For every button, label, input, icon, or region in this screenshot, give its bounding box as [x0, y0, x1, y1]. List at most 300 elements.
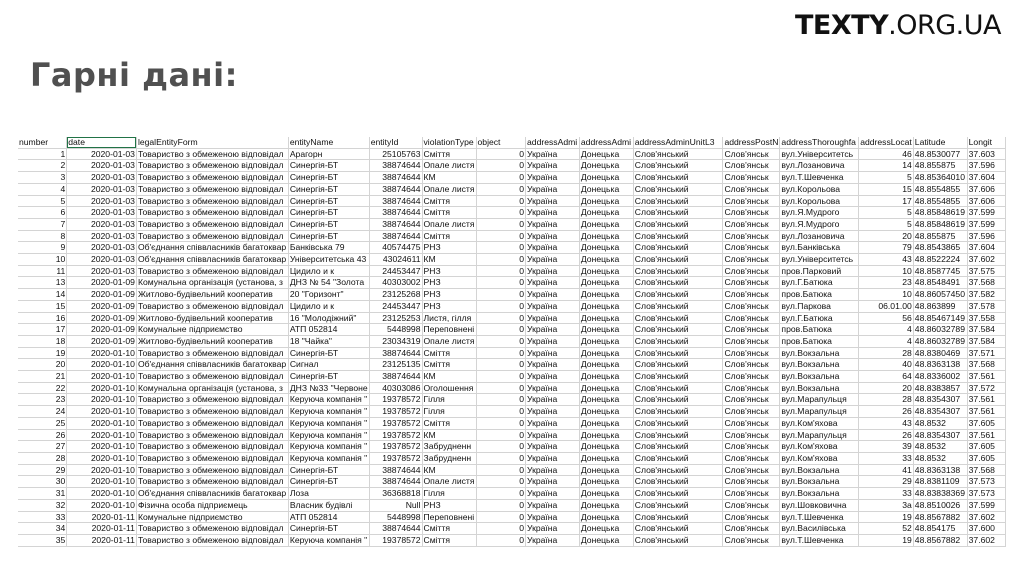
table-cell: 33	[859, 488, 914, 500]
table-cell: Україна	[526, 429, 580, 441]
table-cell: 0	[476, 371, 526, 383]
table-row	[18, 406, 1006, 418]
table-cell: Україна	[526, 441, 580, 453]
table-cell: 1	[18, 148, 67, 160]
table-cell: ДНЗ № 54 "Золота	[288, 277, 369, 289]
table-cell: 3	[18, 172, 67, 184]
column-header: legalEntityForm	[136, 137, 288, 148]
table-cell: 32	[18, 499, 67, 511]
table-row	[18, 523, 1006, 535]
table-cell: 37.604	[967, 242, 1005, 254]
table-cell: 37.568	[967, 464, 1005, 476]
table-cell: Україна	[526, 195, 580, 207]
table-cell: 17	[18, 324, 67, 336]
table-cell: РНЗ	[422, 277, 476, 289]
table-cell: Україна	[526, 394, 580, 406]
table-cell: 23	[18, 394, 67, 406]
table-cell: 48.8532	[913, 452, 967, 464]
table-cell: Україна	[526, 289, 580, 301]
table-cell: Донецька	[579, 534, 633, 546]
table-cell: КМ	[422, 172, 476, 184]
table-cell: Керуюча компанія "	[289, 452, 368, 463]
table-cell: вул.Ком'яхова	[780, 441, 859, 453]
table-cell: Слов'янськ	[723, 324, 780, 336]
table-cell: Житлово-будівельний кооператив	[136, 289, 288, 301]
table-cell: 23125135	[369, 359, 422, 371]
table-cell: 18 "Чайка"	[288, 335, 369, 347]
table-cell: вул.Паркова	[780, 300, 859, 312]
table-cell: 2020-01-10	[67, 359, 137, 371]
table-cell: 48.8336002	[913, 371, 967, 383]
table-cell: РНЗ	[422, 265, 476, 277]
table-row	[18, 218, 1006, 230]
table-cell: 48.8363138	[913, 359, 967, 371]
table-cell: Слов'янський	[633, 218, 723, 230]
table-cell: Товариство з обмеженою відповідал	[136, 195, 288, 207]
table-cell: Синергія-БТ	[288, 371, 369, 383]
table-cell: 37.606	[967, 183, 1005, 195]
table-cell: Сміття	[422, 207, 476, 219]
table-cell: вул.Г.Батюка	[780, 312, 859, 324]
table-row	[18, 476, 1006, 488]
table-row	[18, 160, 1006, 172]
table-cell: 2020-01-10	[67, 429, 137, 441]
table-cell: Слов'янськ	[723, 359, 780, 371]
table-cell: 0	[476, 488, 526, 500]
table-cell: 2020-01-09	[67, 300, 137, 312]
table-cell: Фізична особа підприємець	[136, 499, 288, 511]
column-header: object	[476, 137, 526, 148]
table-cell: 48.8532	[913, 417, 967, 429]
table-cell: 0	[476, 335, 526, 347]
table-cell: 48.85848619	[913, 218, 967, 230]
table-cell: 2020-01-10	[67, 488, 137, 500]
table-cell: 38874644	[369, 230, 422, 242]
table-cell: 64	[859, 371, 914, 383]
table-cell: Україна	[526, 347, 580, 359]
table-cell: 48.863899	[913, 300, 967, 312]
table-cell: 34	[18, 523, 67, 535]
table-cell: 38874644	[369, 218, 422, 230]
table-cell: 17	[859, 195, 914, 207]
table-cell: 48.8380469	[913, 347, 967, 359]
table-cell: 38874644	[369, 476, 422, 488]
table-cell: Слов'янськ	[723, 534, 780, 546]
table-cell: 19378572	[369, 406, 422, 418]
table-cell: Слов'янськ	[723, 172, 780, 184]
table-cell: 3а	[859, 499, 914, 511]
table-cell: 38874644	[369, 172, 422, 184]
table-cell: 14	[859, 160, 914, 172]
table-cell: 38874644	[369, 207, 422, 219]
table-cell: Донецька	[579, 242, 633, 254]
table-cell: 0	[476, 417, 526, 429]
table-cell: Слов'янський	[633, 371, 723, 383]
column-header: violationType	[422, 137, 476, 148]
table-row	[18, 464, 1006, 476]
table-cell: 15	[18, 300, 67, 312]
table-cell: 10	[18, 254, 67, 266]
table-cell: вул.Вокзальна	[780, 464, 859, 476]
table-cell: 48.8587745	[913, 265, 967, 277]
table-cell: Україна	[526, 464, 580, 476]
table-cell: Україна	[526, 488, 580, 500]
table-cell: Опале листя	[423, 335, 475, 346]
table-cell: 52	[859, 523, 914, 535]
table-cell: 40574475	[369, 242, 422, 254]
table-cell: Опале листя	[423, 218, 475, 229]
table-cell: 25	[18, 417, 67, 429]
table-cell: 19378572	[369, 452, 422, 464]
table-cell: 2020-01-03	[67, 195, 137, 207]
table-cell: 18	[18, 335, 67, 347]
table-cell: Об'єднання співвласників багатоквар	[136, 242, 288, 254]
table-cell: 2020-01-10	[67, 406, 137, 418]
table-cell: 0	[476, 230, 526, 242]
table-cell: 2020-01-10	[67, 394, 137, 406]
table-cell: 24	[18, 406, 67, 418]
table-cell: 37.582	[967, 289, 1005, 301]
table-cell: 19378572	[369, 429, 422, 441]
table-cell: 5	[859, 172, 914, 184]
table-cell: Об'єднання співвласників багатоквар	[136, 254, 288, 266]
table-cell: Синергія-БТ	[288, 183, 369, 195]
table-cell: КМ	[422, 429, 476, 441]
table-cell: Україна	[526, 499, 580, 511]
table-cell: Україна	[526, 371, 580, 383]
table-cell: Синергія-БТ	[288, 172, 369, 184]
table-cell: 48.8530077	[913, 148, 967, 160]
table-cell: 37.561	[967, 394, 1005, 406]
table-cell: Донецька	[579, 417, 633, 429]
table-cell: 37.561	[967, 371, 1005, 383]
table-row	[18, 441, 1006, 453]
table-cell: 37.596	[967, 230, 1005, 242]
table-cell: 48.8363138	[913, 464, 967, 476]
table-cell: 37.602	[967, 511, 1005, 523]
table-cell: 2020-01-09	[67, 312, 137, 324]
table-cell: 48.855875	[913, 160, 967, 172]
table-cell: 2020-01-10	[67, 476, 137, 488]
table-cell: Комунальна організація (установа, з	[136, 277, 288, 289]
table-cell: Україна	[526, 218, 580, 230]
table-cell: Переповнені	[423, 511, 475, 522]
table-cell: Опале листя	[423, 160, 475, 171]
table-cell: Україна	[526, 277, 580, 289]
table-cell: Слов'янський	[633, 417, 723, 429]
table-cell: Слов'янськ	[723, 476, 780, 488]
table-cell: 2020-01-10	[67, 441, 137, 453]
table-cell: 0	[476, 300, 526, 312]
table-cell: Україна	[526, 511, 580, 523]
table-cell: 48.8554855	[913, 195, 967, 207]
table-cell: Слов'янськ	[723, 394, 780, 406]
table-cell: Товариство з обмеженою відповідал	[136, 441, 288, 453]
table-cell: Слов'янськ	[723, 160, 780, 172]
table-cell: Донецька	[579, 347, 633, 359]
table-cell: 37.599	[967, 499, 1005, 511]
table-cell: Житлово-будівельний кооператив	[136, 312, 288, 324]
table-cell: 48.85848619	[913, 207, 967, 219]
table-cell: 37.603	[967, 148, 1005, 160]
table-cell: АТП 052814	[288, 511, 369, 523]
table-cell: 20 "Горизонт"	[288, 289, 369, 301]
column-header: addressAdminUnitL3	[633, 137, 723, 148]
table-cell: Синергія-БТ	[288, 160, 369, 172]
table-cell: Слов'янськ	[723, 382, 780, 394]
table-cell: Оголошення	[422, 382, 476, 394]
table-row	[18, 172, 1006, 184]
table-cell: Слов'янський	[633, 488, 723, 500]
table-cell: 48.8522224	[913, 254, 967, 266]
table-cell: Синергія-БТ	[288, 523, 369, 535]
table-cell: Слов'янський	[633, 172, 723, 184]
table-cell: Слов'янськ	[723, 417, 780, 429]
table-cell: 48.8567882	[913, 534, 967, 546]
table-cell: Товариство з обмеженою відповідал	[136, 371, 288, 383]
table-cell: 2020-01-10	[67, 464, 137, 476]
table-cell: Синергія-БТ	[288, 218, 369, 230]
table-cell: 28	[859, 394, 914, 406]
table-cell: Донецька	[579, 335, 633, 347]
table-cell: Товариство з обмеженою відповідал	[136, 394, 288, 406]
table-cell: Опале листя	[423, 183, 475, 194]
table-cell: Сміття	[422, 534, 476, 546]
table-cell: Україна	[526, 417, 580, 429]
table-row	[18, 242, 1006, 254]
table-cell: Слов'янськ	[723, 523, 780, 535]
table-cell: 48.8532	[913, 441, 967, 453]
table-row	[18, 254, 1006, 266]
table-cell: Синергія-БТ	[288, 464, 369, 476]
table-cell: Слов'янський	[633, 254, 723, 266]
table-cell: 8	[18, 230, 67, 242]
table-cell: Товариство з обмеженою відповідал	[136, 523, 288, 535]
table-cell: 0	[476, 347, 526, 359]
table-cell: Товариство з обмеженою відповідал	[136, 429, 288, 441]
table-cell: Слов'янський	[633, 499, 723, 511]
table-cell: 2020-01-03	[67, 207, 137, 219]
table-row	[18, 277, 1006, 289]
table-cell: 37.605	[967, 417, 1005, 429]
table-cell: 23034319	[369, 335, 422, 347]
table-cell: 4	[18, 183, 67, 195]
table-cell: Донецька	[579, 148, 633, 160]
column-header: entityId	[369, 137, 422, 148]
table-cell: 13	[18, 277, 67, 289]
table-cell: Товариство з обмеженою відповідал	[136, 476, 288, 488]
table-row	[18, 300, 1006, 312]
table-cell: Слов'янськ	[723, 347, 780, 359]
table-cell: Україна	[526, 359, 580, 371]
table-cell: вул.Г.Батюка	[780, 277, 859, 289]
table-cell: Університетська 43	[288, 254, 369, 266]
table-cell: Товариство з обмеженою відповідал	[136, 406, 288, 418]
table-cell: 0	[476, 195, 526, 207]
table-cell: 19	[859, 534, 914, 546]
table-cell: Україна	[526, 324, 580, 336]
table-cell: 37.606	[967, 195, 1005, 207]
table-cell: Донецька	[579, 499, 633, 511]
table-cell: 11	[18, 265, 67, 277]
table-cell: Донецька	[579, 265, 633, 277]
table-cell: Слов'янський	[633, 183, 723, 195]
table-cell: Слов'янськ	[723, 488, 780, 500]
table-cell: Донецька	[579, 160, 633, 172]
table-cell: Донецька	[579, 523, 633, 535]
table-row	[18, 429, 1006, 441]
table-cell: Слов'янський	[633, 230, 723, 242]
table-cell: 21	[18, 371, 67, 383]
table-cell: 37.584	[967, 324, 1005, 336]
table-cell: 6	[18, 207, 67, 219]
table-cell: Забрудненн	[422, 441, 476, 453]
table-cell: 10	[859, 289, 914, 301]
table-cell: 48.86032789	[913, 335, 967, 347]
table-cell: 2020-01-09	[67, 277, 137, 289]
table-cell: Донецька	[579, 218, 633, 230]
table-cell: 39	[859, 441, 914, 453]
table-cell: 2020-01-11	[67, 523, 137, 535]
table-cell: 37.558	[967, 312, 1005, 324]
spreadsheet-screenshot	[18, 137, 1006, 550]
table-cell: 48.85467149	[913, 312, 967, 324]
table-cell: 0	[476, 265, 526, 277]
table-cell: Слов'янський	[633, 534, 723, 546]
table-cell: 48.86032789	[913, 324, 967, 336]
table-cell: Слов'янськ	[723, 371, 780, 383]
table-cell: Слов'янськ	[723, 312, 780, 324]
table-cell: 0	[476, 324, 526, 336]
table-cell: Слов'янськ	[723, 207, 780, 219]
table-cell: 28	[859, 347, 914, 359]
table-cell: КМ	[422, 464, 476, 476]
table-cell: Товариство з обмеженою відповідал	[136, 218, 288, 230]
table-cell: вул.Вокзальна	[780, 488, 859, 500]
table-cell: 37.571	[967, 347, 1005, 359]
table-cell: Гілля	[422, 406, 476, 418]
table-cell: Слов'янськ	[723, 289, 780, 301]
column-header: date	[67, 137, 137, 148]
column-header: addressAdmi	[526, 137, 580, 148]
table-cell: Керуюча компанія "	[289, 406, 368, 417]
table-cell: 0	[476, 312, 526, 324]
table-cell: Слов'янськ	[723, 148, 780, 160]
table-cell: Сміття	[422, 523, 476, 535]
table-cell: Україна	[526, 148, 580, 160]
table-cell: 35	[18, 534, 67, 546]
table-cell: вул.Ком'яхова	[780, 452, 859, 464]
table-row	[18, 382, 1006, 394]
table-cell: Слов'янський	[633, 160, 723, 172]
table-cell: 2020-01-03	[67, 148, 137, 160]
table-cell: Керуюча компанія "	[289, 441, 368, 452]
table-cell: Комунальне підприємство	[136, 511, 288, 523]
column-header: addressThoroughfa	[780, 137, 859, 148]
table-cell: Синергія-БТ	[288, 195, 369, 207]
table-cell: вул.Університетсь	[780, 254, 859, 266]
table-cell: вул.Вокзальна	[780, 359, 859, 371]
table-cell: Товариство з обмеженою відповідал	[136, 464, 288, 476]
table-cell: 37.572	[967, 382, 1005, 394]
table-cell: Слов'янський	[633, 335, 723, 347]
table-cell: 37.584	[967, 335, 1005, 347]
texty-logo: TEXTY.ORG.UA	[795, 10, 1001, 41]
table-cell: 0	[476, 406, 526, 418]
table-cell: вул.Вокзальна	[780, 347, 859, 359]
table-cell: 5	[18, 195, 67, 207]
table-cell: 43024611	[369, 254, 422, 266]
table-cell: Слов'янський	[633, 441, 723, 453]
table-cell: Україна	[526, 534, 580, 546]
table-cell: 40303086	[369, 382, 422, 394]
table-cell: Товариство з обмеженою відповідал	[136, 265, 288, 277]
table-cell: Синергія-БТ	[288, 476, 369, 488]
table-cell: РНЗ	[422, 242, 476, 254]
table-row	[18, 534, 1006, 546]
table-cell: Слов'янський	[633, 429, 723, 441]
table-cell: Слов'янськ	[723, 499, 780, 511]
table-row	[18, 511, 1006, 523]
table-cell: Слов'янськ	[723, 300, 780, 312]
table-cell: Слов'янськ	[723, 441, 780, 453]
table-cell: КМ	[422, 371, 476, 383]
table-cell: Україна	[526, 382, 580, 394]
table-cell: 0	[476, 476, 526, 488]
table-cell: Слов'янський	[633, 148, 723, 160]
table-cell: Сміття	[422, 230, 476, 242]
table-cell: 37.602	[967, 534, 1005, 546]
table-cell: 37.602	[967, 254, 1005, 266]
table-cell: Керуюча компанія "	[289, 417, 368, 428]
table-cell: Слов'янськ	[723, 335, 780, 347]
table-cell: 19378572	[369, 534, 422, 546]
table-cell: Донецька	[579, 183, 633, 195]
table-cell: 2020-01-11	[67, 511, 137, 523]
table-cell: 29	[859, 476, 914, 488]
table-cell: Донецька	[579, 429, 633, 441]
table-cell: 15	[859, 183, 914, 195]
table-cell: Товариство з обмеженою відповідал	[136, 160, 288, 172]
table-cell: Слов'янський	[633, 289, 723, 301]
table-cell: Україна	[526, 265, 580, 277]
table-cell: Слов'янськ	[723, 511, 780, 523]
table-cell: 10	[859, 265, 914, 277]
table-row	[18, 312, 1006, 324]
table-cell: вул.Марапульця	[780, 394, 859, 406]
table-row	[18, 335, 1006, 347]
table-row	[18, 452, 1006, 464]
table-cell: 37.599	[967, 218, 1005, 230]
table-cell: 29	[18, 464, 67, 476]
table-cell: 2020-01-03	[67, 160, 137, 172]
table-cell: Слов'янськ	[723, 230, 780, 242]
table-cell: 0	[476, 242, 526, 254]
table-row	[18, 324, 1006, 336]
table-cell: Донецька	[579, 406, 633, 418]
table-cell: Сміття	[422, 195, 476, 207]
table-cell: пров.Батюка	[780, 289, 859, 301]
table-cell: Україна	[526, 183, 580, 195]
table-cell: Товариство з обмеженою відповідал	[136, 452, 288, 464]
table-cell: 33	[18, 511, 67, 523]
table-row	[18, 183, 1006, 195]
table-cell: 20	[859, 230, 914, 242]
table-cell: 23125253	[369, 312, 422, 324]
table-cell: 38874644	[369, 464, 422, 476]
table-cell: 26	[18, 429, 67, 441]
table-cell: Україна	[526, 335, 580, 347]
